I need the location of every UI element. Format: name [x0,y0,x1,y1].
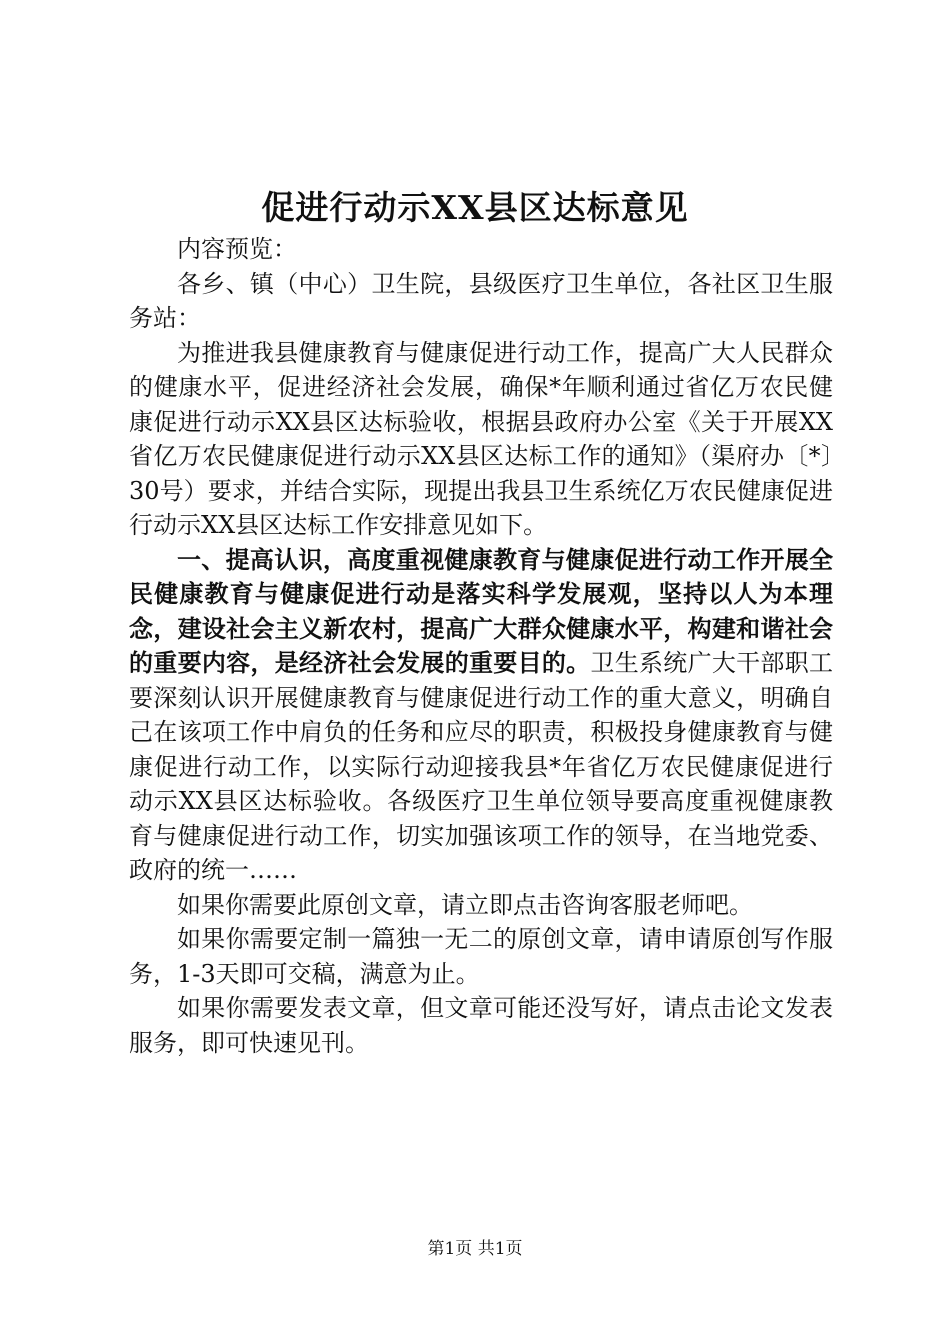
consult-link-paragraph[interactable]: 如果你需要此原创文章，请立即点击咨询客服老师吧。 [177,890,753,919]
intro-paragraph: 为推进我县健康教育与健康促进行动工作，提高广大人民群众的健康水平，促进经济社会发展，确保*年顺利通过省亿万农民健康促进行动示XX县区达标验收，根据县政府办公室《关于开展XX省亿万农民健康促进行动示XX县区达标工作的通知》（渠府办〔*〕30号）要求，并结合实际，现提出我县卫生系统亿万农民健康促进行动示XX县区达标工作安排意见如下。 [129,338,833,539]
section-one-heading: 一、提高认识，高度重视健康教育与健康促进行动工作开展全民健康教育与健康促进行动是落实科学发展观，坚持以人为本理念，建设社会主义新农村，提高广大群众健康水平，构建和谐社会的重要内容，是经济社会发展的重要目的。 [129,545,833,677]
section-one-paragraph [129,543,833,888]
page-number-footer: 第1页 共1页 [427,1239,523,1259]
document-title: 促进行动示XX县区达标意见 [261,188,689,227]
preview-label-paragraph: 内容预览： [177,235,297,263]
publishing-service-paragraph[interactable]: 如果你需要发表文章，但文章可能还没写好，请点击论文发表服务，即可快速见刊。 [129,994,833,1057]
addressee-paragraph: 各乡、镇（中心）卫生院，县级医疗卫生单位，各社区卫生服务站： [129,269,833,332]
custom-writing-paragraph[interactable]: 如果你需要定制一篇独一无二的原创文章，请申请原创写作服务，1-3天即可交稿，满意为止。 [129,925,833,988]
section-one-text: 卫生系统广大干部职工要深刻认识开展健康教育与健康促进行动工作的重大意义，明确自己在该项工作中肩负的任务和应尽的职责，积极投身健康教育与健康促进行动工作，以实际行动迎接我县*年省亿万农民健康促进行动示XX县区达标验收。各级医疗卫生单位领导要高度重视健康教育与健康促进行动工作，切实加强该项工作的领导，在当地党委、政府的统一…… [129,649,834,884]
document-body [129,232,833,1060]
